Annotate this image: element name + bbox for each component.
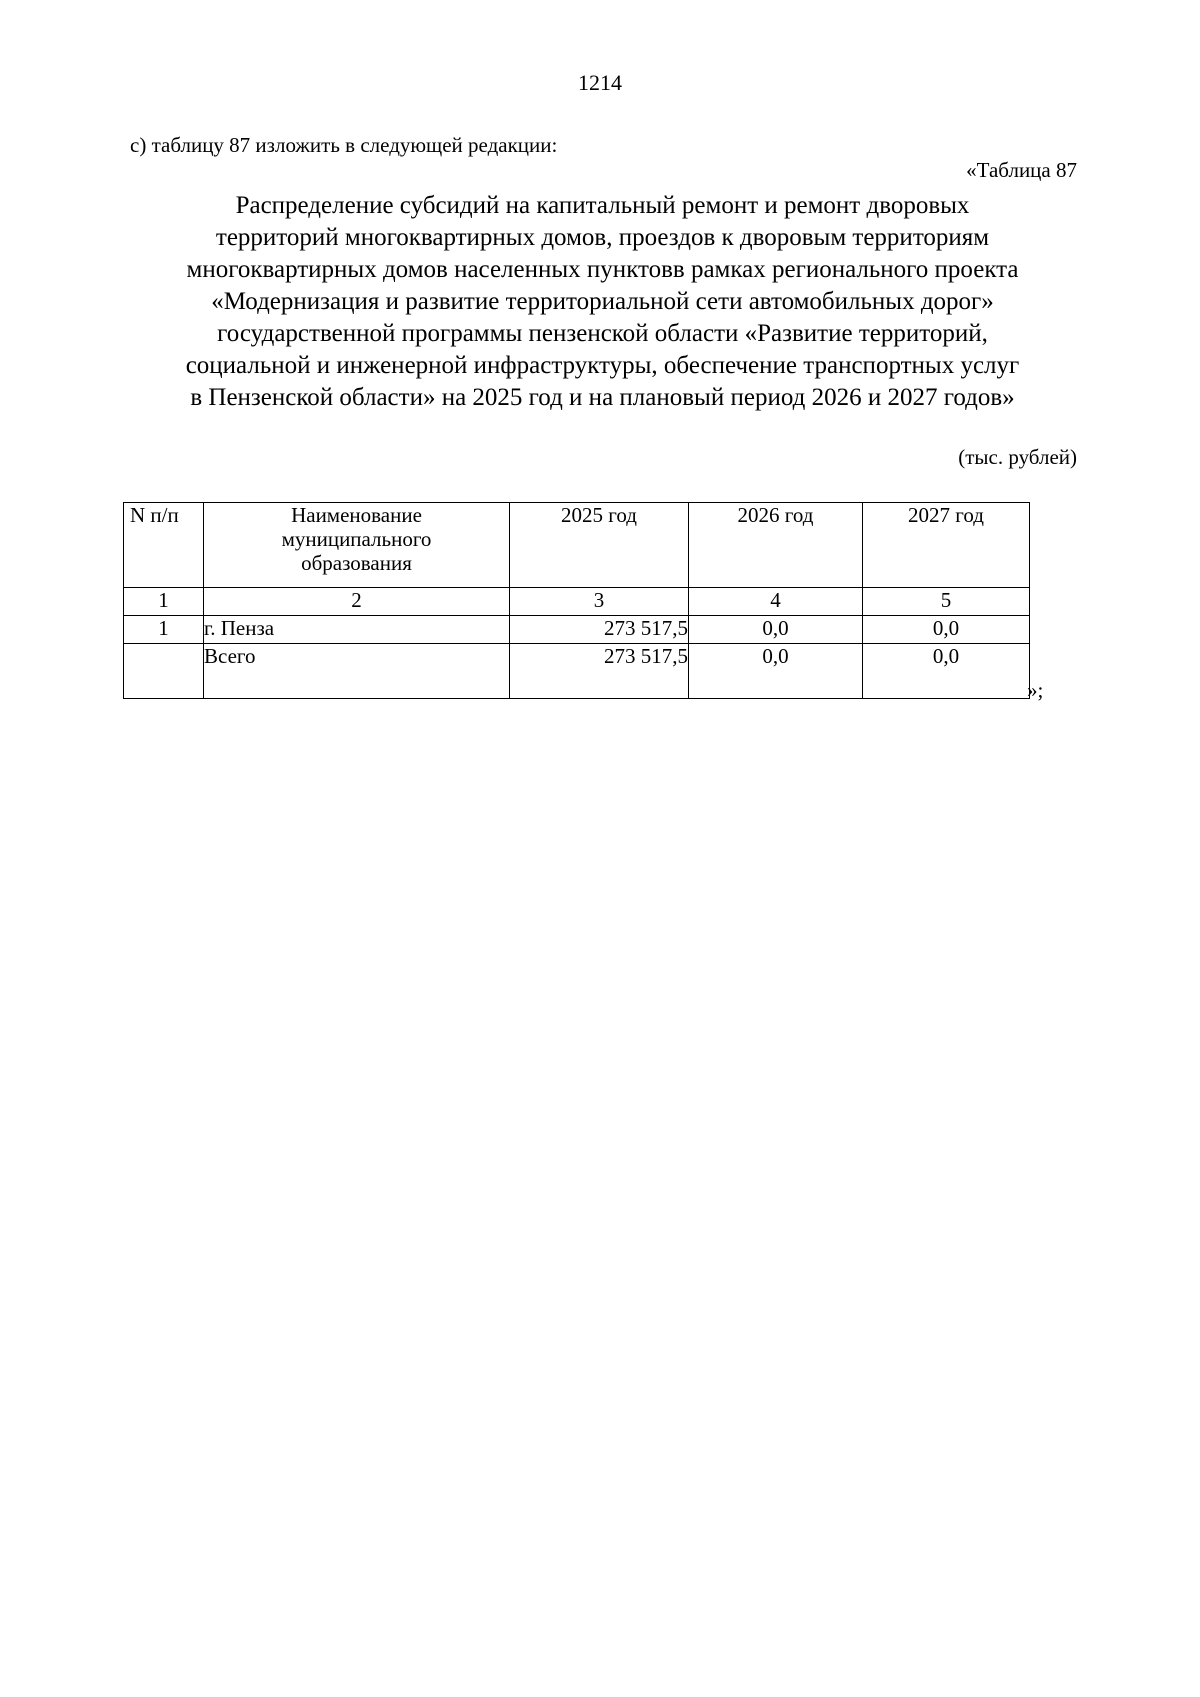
column-number-row [124,588,1030,616]
title-line: многоквартирных домов населенных пунктовв рамках регионального проекта [186,256,1019,283]
header-municipality-line: Наименование [291,503,422,527]
title-line: территорий многоквартирных домов, проездов к дворовым территориям [215,224,990,251]
total-label: Всего [204,644,510,699]
header-2027: 2027 год [863,503,1030,588]
title-line: социальной и инженерной инфраструктуры, обеспечение транспортных услуг [185,352,1020,379]
title-line: в Пензенской области» на 2025 год и на плановый период 2026 и 2027 годов» [190,384,1015,411]
table-header-row [124,503,1030,588]
header-2026: 2026 год [689,503,863,588]
amendment-text: с) таблицу 87 изложить в следующей редакции: [130,133,558,157]
page-number: 1214 [578,70,622,95]
column-number: 3 [510,588,689,616]
closing-mark: »; [1027,678,1044,702]
subsidy-table [123,502,1030,699]
column-number: 2 [204,588,510,616]
header-municipality [204,503,510,588]
column-number: 5 [863,588,1030,616]
total-2025: 273 517,5 [510,644,689,699]
municipality-name: г. Пенза [204,616,510,644]
total-row [124,644,1030,699]
title-line: «Модернизация и развитие территориальной сети автомобильных дорог» [211,288,994,315]
header-municipality-line: муниципального [281,527,432,551]
header-municipality-line: образования [301,551,412,575]
total-number [124,644,204,699]
document-title [125,190,1080,414]
column-number: 1 [124,588,204,616]
total-2027: 0,0 [863,644,1030,699]
value-2026: 0,0 [689,616,863,644]
title-line: Распределение субсидий на капитальный ремонт и ремонт дворовых [235,192,970,219]
value-2027: 0,0 [863,616,1030,644]
row-number: 1 [124,616,204,644]
table-label: «Таблица 87 [966,158,1077,182]
header-2025: 2025 год [510,503,689,588]
units-label: (тыс. рублей) [958,445,1077,469]
column-number: 4 [689,588,863,616]
title-line: государственной программы пензенской области «Развитие территорий, [217,320,988,347]
header-number: N п/п [124,503,204,588]
table-row [124,616,1030,644]
value-2025: 273 517,5 [510,616,689,644]
total-2026: 0,0 [689,644,863,699]
